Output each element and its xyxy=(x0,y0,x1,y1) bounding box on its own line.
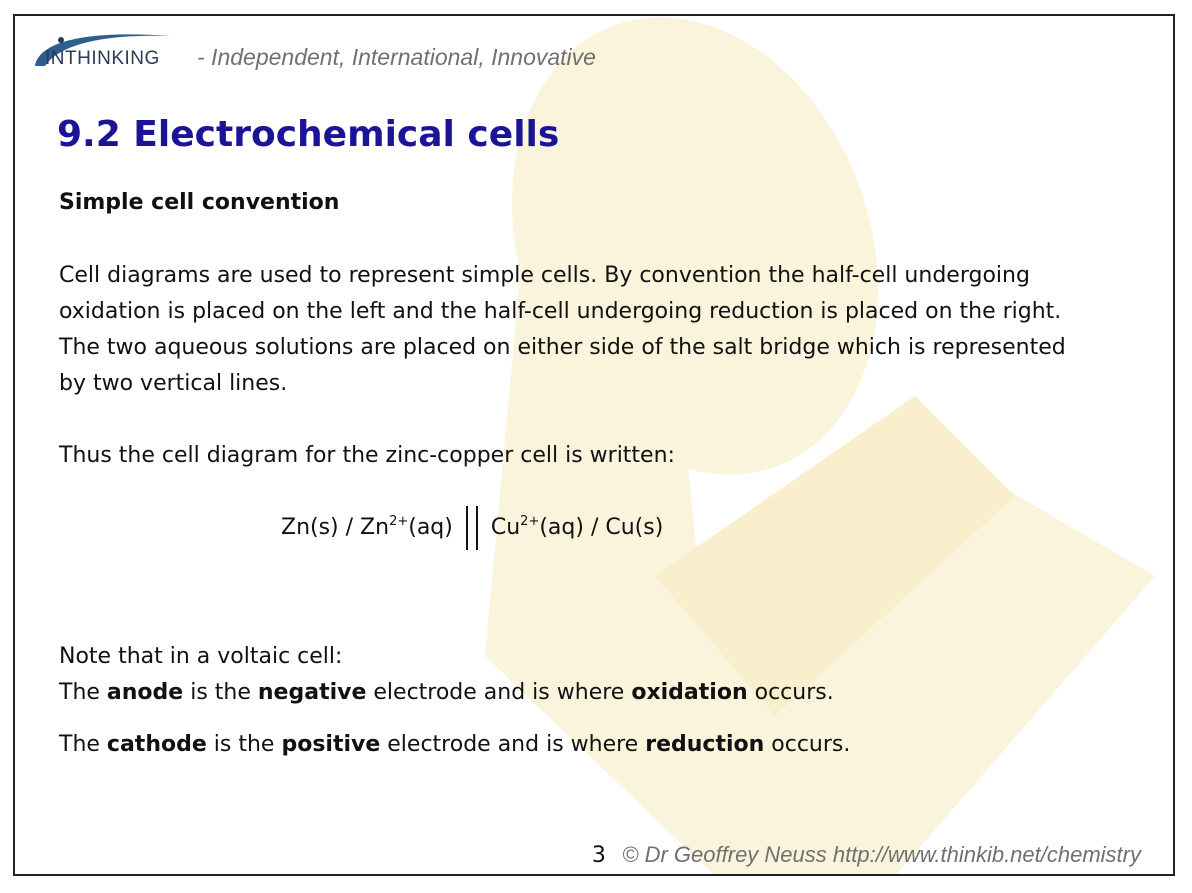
page-number: 3 xyxy=(591,843,606,868)
logo-text: INTHINKING xyxy=(45,48,160,69)
copyright-text: © Dr Geoffrey Neuss http://www.thinkib.net/chemistry xyxy=(622,842,1141,867)
slide xyxy=(13,14,1175,876)
cathode-text-1: The xyxy=(59,732,107,757)
tagline: - Independent, International, Innovative xyxy=(197,44,596,70)
cell-left-part2: (aq) xyxy=(408,515,453,540)
salt-bridge-lines xyxy=(466,506,478,550)
section-subheading: Simple cell convention xyxy=(59,190,340,215)
cell-right-part2: (aq) / Cu(s) xyxy=(539,515,664,540)
note-intro: Note that in a voltaic cell: xyxy=(59,644,343,669)
note-cathode xyxy=(59,732,850,757)
page-title: 9.2 Electrochemical cells xyxy=(57,114,560,155)
cathode-bold-1: cathode xyxy=(106,732,207,757)
cathode-text-3: electrode and is where xyxy=(380,732,646,757)
paragraph-cell-diagrams: Cell diagrams are used to represent simple cells. By convention the half-cell undergoing oxidation is placed on the left and the half-cell undergoing reduction is placed on the right. The two aqueous solutions are placed on either side of the salt bridge which is represented by two vertical lines. xyxy=(59,263,1066,396)
footer xyxy=(592,842,1141,868)
anode-text-1: The xyxy=(59,680,107,705)
anode-text-2: is the xyxy=(183,680,258,705)
cathode-bold-3: reduction xyxy=(645,732,765,757)
cell-left-part1: Zn(s) / Zn xyxy=(281,515,390,540)
cell-right-part1: Cu xyxy=(490,515,521,540)
anode-bold-2: negative xyxy=(257,680,367,705)
anode-bold-3: oxidation xyxy=(631,680,748,705)
cathode-text-2: is the xyxy=(206,732,282,757)
anode-text-3: electrode and is where xyxy=(366,680,632,705)
cell-diagram xyxy=(281,506,663,550)
anode-text-4: occurs. xyxy=(747,680,834,705)
paragraph-zinc-copper: Thus the cell diagram for the zinc-copper cell is written: xyxy=(59,443,675,468)
cell-right-charge: 2+ xyxy=(520,514,540,529)
cathode-text-4: occurs. xyxy=(764,732,851,757)
anode-bold-1: anode xyxy=(106,680,184,705)
cathode-bold-2: positive xyxy=(281,732,381,757)
note-anode xyxy=(59,680,834,705)
cell-left-charge: 2+ xyxy=(389,514,409,529)
